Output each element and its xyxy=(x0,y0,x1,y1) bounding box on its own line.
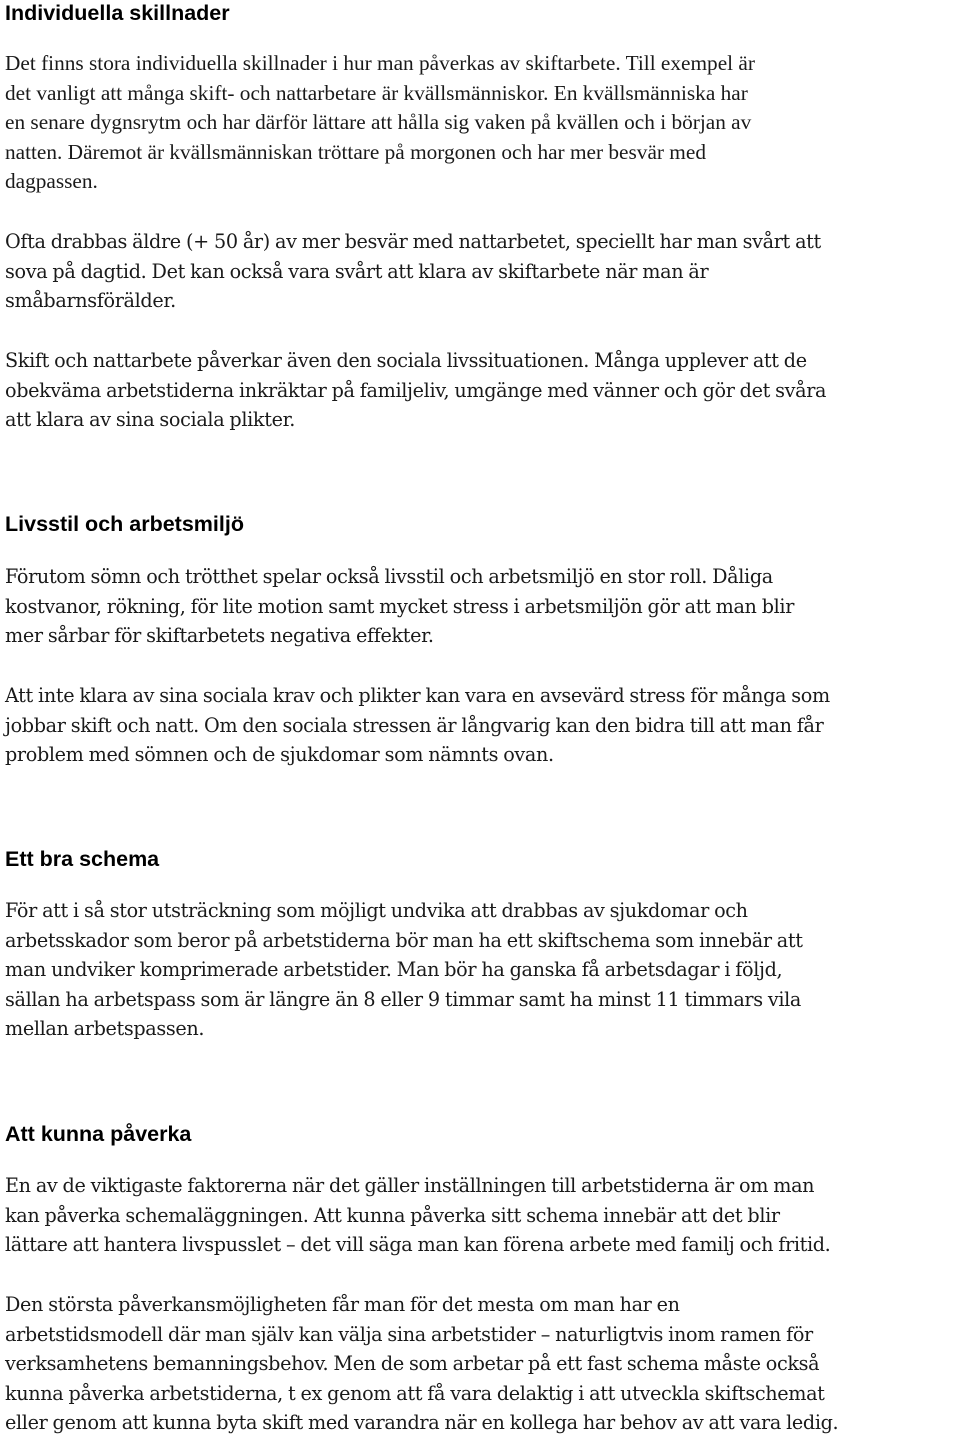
paragraph xyxy=(5,227,821,316)
text-line: problem med sömnen och de sjukdomar som nämnts ovan. xyxy=(5,743,554,767)
text-line: Att inte klara av sina sociala krav och plikter kan vara en avsevärd stress för många som xyxy=(5,684,830,707)
text-line: det vanligt att många skift- och nattarbetare är kvällsmänniskor. En kvällsmänniska har xyxy=(5,80,748,105)
text-line: Det finns stora individuella skillnader i hur man påverkas av skiftarbete. Till exempel är xyxy=(5,51,755,75)
text-line: natten. Däremot är kvällsmänniskan tröttare på morgonen och har mer besvär med xyxy=(5,139,706,164)
text-line: Förutom sömn och trötthet spelar också livsstil och arbetsmiljö en stor roll. Dåliga xyxy=(5,565,773,588)
section-heading: Att kunna påverka xyxy=(5,1122,192,1146)
text-line: Ofta drabbas äldre (+ 50 år) av mer besvär med nattarbetet, speciellt har man svårt att xyxy=(5,230,821,253)
text-line: mellan arbetspassen. xyxy=(5,1017,205,1041)
paragraph xyxy=(5,896,803,1044)
text-line: För att i så stor utsträckning som möjligt undvika att drabbas av sjukdomar och xyxy=(5,899,748,922)
text-line: kostvanor, rökning, för lite motion samt mycket stress i arbetsmiljön gör att man blir xyxy=(5,594,795,618)
text-line: En av de viktigaste faktorerna när det gäller inställningen till arbetstiderna är om man xyxy=(5,1174,815,1197)
text-line: Den största påverkansmöjligheten får man för det mesta om man har en xyxy=(5,1293,680,1316)
text-line: obekväma arbetstiderna inkräktar på familjeliv, umgänge med vänner och gör det svåra xyxy=(5,378,827,402)
text-line: lättare att hantera livspusslet – det vill säga man kan förena arbete med familj och fritid. xyxy=(5,1233,831,1257)
section-heading: Individuella skillnader xyxy=(5,1,230,25)
text-line: Skift och nattarbete påverkar även den sociala livssituationen. Många upplever att de xyxy=(5,349,807,372)
text-line: småbarnsförälder. xyxy=(5,289,176,313)
text-line: man undviker komprimerade arbetstider. Man bör ha ganska få arbetsdagar i följd, xyxy=(5,958,783,982)
text-line: arbetstidsmodell där man själv kan välja sina arbetstider – naturligtvis inom ramen för xyxy=(5,1322,813,1346)
text-line: kunna påverka arbetstiderna, t ex genom att få vara delaktig i att utveckla skiftschemat xyxy=(5,1381,825,1405)
text-line: jobbar skift och natt. Om den sociala stressen är långvarig kan den bidra till att man får xyxy=(5,713,824,737)
paragraph xyxy=(5,681,830,770)
text-line: dagpassen. xyxy=(5,169,98,194)
text-line: verksamhetens bemanningsbehov. Men de som arbetar på ett fast schema måste också xyxy=(5,1352,820,1376)
paragraph xyxy=(5,49,755,197)
paragraph xyxy=(5,1290,838,1438)
section-heading: Ett bra schema xyxy=(5,847,160,871)
paragraph xyxy=(5,562,794,651)
text-line: en senare dygnsrytm och har därför lättare att hålla sig vaken på kvällen och i början av xyxy=(5,110,752,135)
paragraph xyxy=(5,346,826,435)
text-line: att klara av sina sociala plikter. xyxy=(5,408,296,432)
text-line: eller genom att kunna byta skift med varandra när en kollega har behov av att vara ledig. xyxy=(5,1411,839,1435)
paragraph xyxy=(5,1171,830,1260)
text-line: arbetsskador som beror på arbetstiderna bör man ha ett skiftschema som innebär att xyxy=(5,928,803,952)
text-line: sova på dagtid. Det kan också vara svårt att klara av skiftarbete när man är xyxy=(5,259,709,283)
text-line: sällan ha arbetspass som är längre än 8 eller 9 timmar samt ha minst 11 timmars vila xyxy=(5,987,802,1011)
text-line: kan påverka schemaläggningen. Att kunna påverka sitt schema innebär att det blir xyxy=(5,1203,780,1227)
section-heading: Livsstil och arbetsmiljö xyxy=(5,512,244,536)
text-line: mer sårbar för skiftarbetets negativa effekter. xyxy=(5,624,434,648)
